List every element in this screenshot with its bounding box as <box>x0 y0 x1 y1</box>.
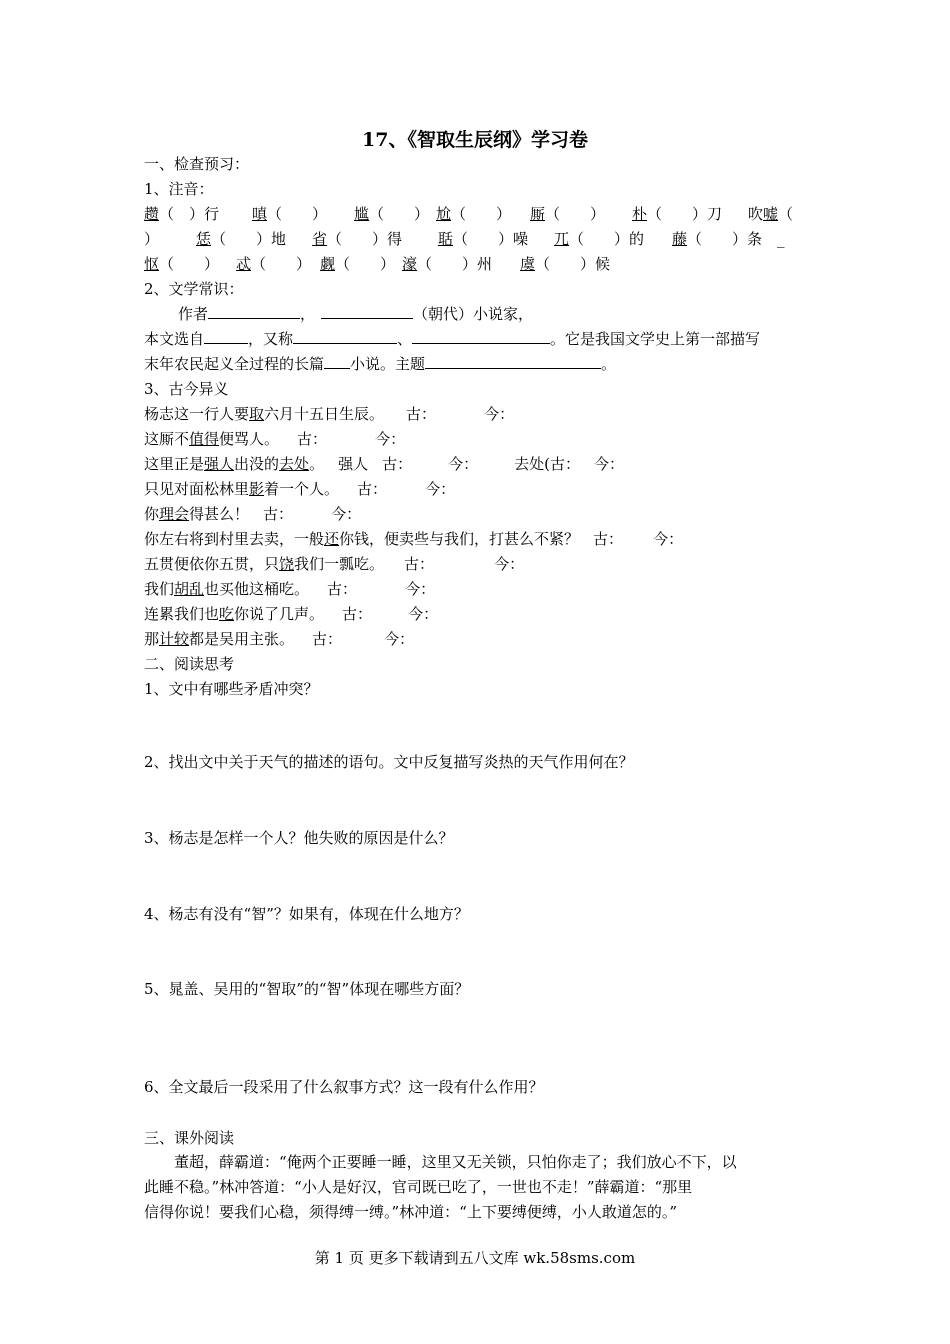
blank <box>204 329 248 344</box>
pinyin-word: 忒 <box>236 255 252 273</box>
pinyin-word: 怄 <box>144 255 160 273</box>
question-literature-heading: 2、文学常识： <box>144 280 244 298</box>
question-gujin-heading: 3、古今异义 <box>144 380 229 398</box>
gujin-item: 这厮不值得便骂人。 古： 今： <box>144 430 406 448</box>
pinyin-word: 朴 <box>632 205 648 223</box>
pinyin-word: 嘘 <box>763 205 779 223</box>
blank <box>293 329 397 344</box>
blank <box>321 304 413 319</box>
literature-line-3: 末年农民起义全过程的长篇 小说。主题 。 <box>144 355 617 373</box>
literature-line-1: 作者 ， （朝代）小说家， <box>178 305 534 323</box>
reading-question: 2、找出文中关于天气的描述的语句。文中反复描写炎热的天气作用何在？ <box>144 753 634 771</box>
passage-line: 董超，薛霸道：“俺两个正要睡一睡，这里又无关锁，只怕你走了；我们放心不下，以 <box>174 1153 737 1171</box>
gujin-item: 你理会得甚么！ 古： 今： <box>144 505 362 523</box>
pinyin-word: 趱 <box>144 205 160 223</box>
reading-question: 3、杨志是怎样一个人？他失败的原因是什么？ <box>144 829 454 847</box>
gujin-item: 杨志这一行人要取六月十五日生辰。 古： 今： <box>144 405 515 423</box>
blank <box>412 329 550 344</box>
pinyin-word: 聒 <box>438 230 454 248</box>
passage-line: 此睡不稳。”林冲答道：“小人是好汉，官司既已吃了，一世也不走！”薛霸道：“那里 <box>144 1178 693 1196</box>
gujin-item: 那计较都是吴用主张。 古： 今： <box>144 630 415 648</box>
pinyin-word: 嗔 <box>252 205 268 223</box>
pinyin-word: 觑 <box>320 255 336 273</box>
section-3-heading: 三、课外阅读 <box>144 1129 235 1147</box>
gujin-item: 我们胡乱也买他这桶吃。 古： 今： <box>144 580 436 598</box>
question-pinyin-heading: 1、注音： <box>144 180 214 198</box>
section-2-heading: 二、阅读思考 <box>144 655 235 673</box>
gujin-item: 这里正是强人出没的去处。 强人 古： 今： 去处(古： 今： <box>144 455 624 473</box>
page-footer: 第 1 页 更多下载请到五八文库 wk.58sms.com <box>314 1249 636 1267</box>
pinyin-row-1: 趱（ ）行 嗔（ ） 尴（ ） 尬（ ） 厮（ ） 朴（ ）刀 吹嘘（ <box>144 205 794 223</box>
blank <box>324 354 350 369</box>
pinyin-word: 虞 <box>520 255 536 273</box>
gujin-item: 只见对面松林里影着一个人。 古： 今： <box>144 480 456 498</box>
literature-line-2: 本文选自 ，又称 、 。它是我国文学史上第一部描写 <box>144 330 761 348</box>
gujin-item: 连累我们也吃你说了几声。 古： 今： <box>144 605 439 623</box>
blank <box>425 354 601 369</box>
pinyin-row-3: 怄（ ） 忒（ ） 觑（ ） 濠（ ）州 虞（ ）候 <box>144 255 611 273</box>
pinyin-word: 濠 <box>402 255 418 273</box>
pinyin-word: 尴 <box>354 205 370 223</box>
pinyin-word: 兀 <box>554 230 570 248</box>
pinyin-word: 厮 <box>530 205 546 223</box>
pinyin-word: 尬 <box>436 205 452 223</box>
pinyin-word: 藤 <box>672 230 688 248</box>
gujin-item: 你左右将到村里去卖，一般还你钱，便卖些与我们，打甚么不紧？ 古： 今： <box>144 530 684 548</box>
reading-question: 1、文中有哪些矛盾冲突？ <box>144 680 319 698</box>
gujin-item: 五贯便依你五贯，只饶我们一瓢吃。 古： 今： <box>144 555 525 573</box>
reading-question: 6、全文最后一段采用了什么叙事方式？这一段有什么作用？ <box>144 1078 544 1096</box>
page-title: 17、《智取生辰纲》学习卷 <box>362 129 588 151</box>
pinyin-row-2: ） 恁（ ）地 省（ ）得 聒（ ）噪 兀（ ）的 藤（ ）条 _ <box>144 230 785 248</box>
section-1-heading: 一、检查预习： <box>144 155 250 173</box>
reading-question: 5、晁盖、吴用的“智取”的“智”体现在哪些方面？ <box>144 980 470 998</box>
pinyin-word: 恁 <box>196 230 212 248</box>
reading-question: 4、杨志有没有“智”？如果有，体现在什么地方？ <box>144 905 469 923</box>
passage-line: 信得你说！要我们心稳，须得缚一缚。”林冲道：“上下要缚便缚，小人敢道怎的。” <box>144 1203 678 1221</box>
blank <box>208 304 300 319</box>
pinyin-word: 省 <box>312 230 328 248</box>
